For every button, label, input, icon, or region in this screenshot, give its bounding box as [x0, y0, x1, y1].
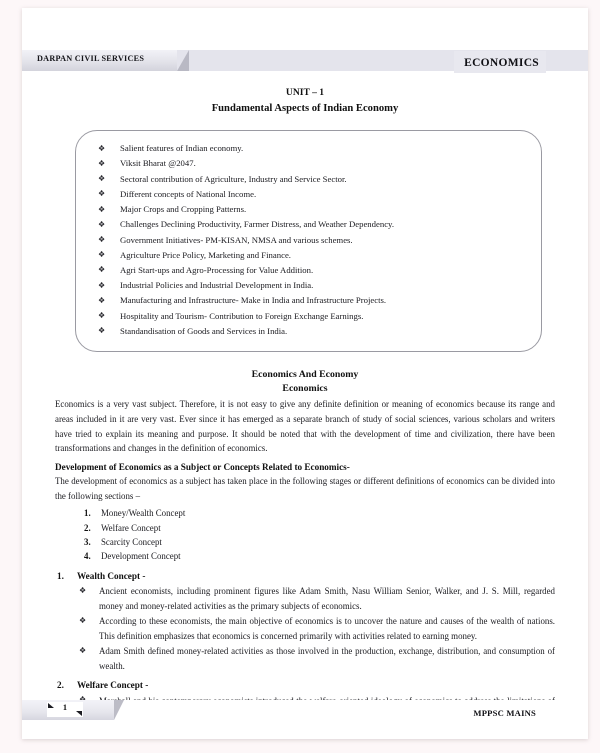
list-item-label: Salient features of Indian economy. — [120, 143, 244, 154]
list-item — [94, 278, 523, 293]
list-item-label: Sectoral contribution of Agriculture, Industry and Service Sector. — [120, 173, 347, 184]
list-item: Scarcity Concept — [101, 537, 162, 548]
diamond-bullet-icon: ❖ — [98, 204, 106, 214]
list-item-label: Hospitality and Tourism- Contribution to Foreign Exchange Earnings. — [120, 310, 364, 321]
list-item-label: Adam Smith defined money-related activities as those involved in the production, exchange, distribution, and consumption of wealth. — [99, 646, 555, 671]
list-item-label: Government Initiatives- PM-KISAN, NMSA and various schemes. — [120, 234, 353, 245]
list-item — [94, 293, 523, 308]
concept-overview-list — [55, 506, 555, 563]
list-item — [94, 263, 523, 278]
page-number-badge — [47, 702, 83, 717]
concept-title-label: Wealth Concept - — [77, 570, 146, 581]
concept-number: 1. — [57, 570, 64, 581]
diamond-bullet-icon: ❖ — [98, 235, 106, 244]
list-item — [94, 172, 523, 187]
list-item — [55, 584, 555, 613]
list-item: Development Concept — [101, 551, 181, 562]
list-item: Money/Wealth Concept — [101, 508, 186, 519]
diamond-bullet-icon: ❖ — [98, 311, 106, 321]
concept-number: 2. — [57, 680, 64, 691]
header-brand-label: DARPAN CIVIL SERVICES — [37, 54, 145, 63]
diamond-bullet-icon: ❖ — [79, 615, 87, 625]
list-item — [55, 614, 555, 643]
syllabus-list — [94, 141, 523, 339]
header-subject-label: ECONOMICS — [464, 57, 539, 69]
header-right-rule — [548, 55, 588, 66]
list-item — [94, 156, 523, 171]
page-number: 1 — [62, 703, 68, 712]
list-item-label: Ancient economists, including prominent figures like Adam Smith, Nasu William Senior, Walker, and J. S. Mill, regarded money and money-related activities as the primary subjects of economics. — [99, 586, 555, 611]
list-item — [94, 309, 523, 324]
list-item-label: Challenges Declining Productivity, Farmer Distress, and Weather Dependency. — [120, 219, 395, 230]
diamond-bullet-icon: ❖ — [98, 250, 106, 260]
intro-paragraph: Economics is a very vast subject. Therefore, it is not easy to give any definite definition or meaning of economics because its range and areas included in it are very vast. Ever since it has emerged as a separate branch of study of social sciences, various scholars and writers have tried to explain its meaning and purpose. It should be noted that with the development of time and civilization, there have been transformations and changes in the definition of economics. — [55, 399, 555, 454]
diamond-bullet-icon: ❖ — [98, 326, 106, 336]
unit-number: UNIT – 1 — [285, 87, 325, 98]
list-item: Welfare Concept — [101, 522, 161, 533]
list-item — [55, 644, 555, 673]
list-item — [94, 324, 523, 339]
header-subject-wrap — [454, 51, 546, 73]
diamond-bullet-icon: ❖ — [98, 219, 106, 229]
list-item-label: Agri Start-ups and Agro-Processing for Value Addition. — [120, 264, 314, 275]
section-heading-sub: Economics — [282, 383, 328, 395]
diamond-bullet-icon: ❖ — [98, 158, 106, 168]
concept-bullets — [55, 584, 555, 673]
list-item-label: Agriculture Price Policy, Marketing and Finance. — [120, 249, 291, 260]
unit-title: Fundamental Aspects of Indian Economy — [211, 103, 399, 115]
list-item-label: Industrial Policies and Industrial Development in India. — [120, 280, 314, 291]
list-item-label: Manufacturing and Infrastructure- Make in India and Infrastructure Projects. — [120, 295, 387, 306]
triangle-right-icon — [76, 711, 82, 716]
list-item — [94, 248, 523, 263]
list-item — [94, 233, 523, 248]
concept-block-wealth — [55, 569, 555, 674]
diamond-bullet-icon: ❖ — [98, 174, 106, 184]
page-content — [55, 86, 555, 723]
footer-exam-wrap — [467, 701, 542, 723]
document-page — [22, 8, 588, 739]
concept-title — [55, 678, 555, 693]
footer-right-rule — [548, 704, 588, 715]
list-item-label: According to these economists, the main objective of economics is to uncover the nature and causes of the wealth of nations. This definition emphasizes that economics is concerned primarily with activities related to earning money. — [99, 616, 555, 641]
diamond-bullet-icon: ❖ — [98, 295, 106, 305]
diamond-bullet-icon: ❖ — [98, 280, 106, 290]
diamond-bullet-icon: ❖ — [79, 645, 87, 655]
list-item — [94, 202, 523, 217]
diamond-bullet-icon: ❖ — [98, 265, 106, 275]
running-footer — [22, 700, 588, 720]
section-heading-main: Economics And Economy — [251, 368, 359, 380]
diamond-bullet-icon: ❖ — [98, 143, 106, 153]
diamond-bullet-icon: ❖ — [79, 585, 87, 595]
footer-exam-label: MPPSC MAINS — [473, 708, 536, 718]
development-heading: Development of Economics as a Subject or Concepts Related to Economics- — [55, 461, 350, 472]
list-item-label: Viksit Bharat @2047. — [120, 158, 196, 169]
list-item — [94, 187, 523, 202]
list-item-label: Major Crops and Cropping Patterns. — [120, 204, 247, 215]
diamond-bullet-icon: ❖ — [98, 189, 106, 199]
list-item — [94, 217, 523, 232]
running-header — [22, 50, 588, 71]
development-paragraph: The development of economics as a subject has taken place in the following stages or different definitions of economics can be divided into the following sections – — [55, 476, 555, 501]
syllabus-box — [75, 130, 542, 352]
header-middle-rule — [190, 55, 322, 66]
concept-title — [55, 569, 555, 584]
footer-middle-rule — [126, 704, 482, 715]
concept-title-label: Welfare Concept - — [77, 680, 149, 691]
list-item-label: Different concepts of National Income. — [120, 188, 257, 199]
list-item — [94, 141, 523, 156]
list-item-label: Standandisation of Goods and Services in India. — [120, 325, 288, 336]
